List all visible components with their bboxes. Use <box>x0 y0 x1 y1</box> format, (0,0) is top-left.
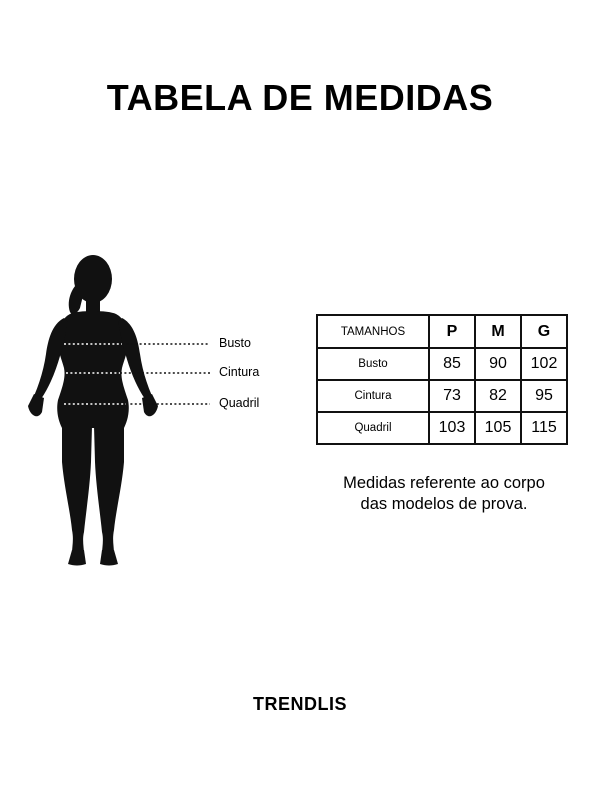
note-line-1: Medidas referente ao corpo <box>343 474 545 492</box>
size-header-g: G <box>521 315 567 348</box>
table-header-row <box>317 315 567 348</box>
cell-value: 115 <box>521 412 567 444</box>
size-header-p: P <box>429 315 475 348</box>
cell-value: 82 <box>475 380 521 412</box>
size-table <box>316 314 568 445</box>
cintura-label: Cintura <box>219 365 260 379</box>
cell-value: 105 <box>475 412 521 444</box>
measurements-note <box>310 473 578 515</box>
table-row <box>317 348 567 380</box>
woman-silhouette-icon <box>20 250 280 580</box>
row-label-quadril: Quadril <box>317 412 429 444</box>
cell-value: 85 <box>429 348 475 380</box>
quadril-label: Quadril <box>219 396 260 410</box>
row-label-cintura: Cintura <box>317 380 429 412</box>
table-row <box>317 380 567 412</box>
busto-label: Busto <box>219 336 251 350</box>
page-title: TABELA DE MEDIDAS <box>106 77 494 118</box>
brand-name: TRENDLIS <box>253 694 347 714</box>
cell-value: 95 <box>521 380 567 412</box>
note-line-2: das modelos de prova. <box>360 495 528 513</box>
body-figure <box>20 250 280 580</box>
cell-value: 73 <box>429 380 475 412</box>
size-header-m: M <box>475 315 521 348</box>
cell-value: 90 <box>475 348 521 380</box>
table-row <box>317 412 567 444</box>
table-corner-header: TAMANHOS <box>317 315 429 348</box>
row-label-busto: Busto <box>317 348 429 380</box>
cell-value: 103 <box>429 412 475 444</box>
cell-value: 102 <box>521 348 567 380</box>
